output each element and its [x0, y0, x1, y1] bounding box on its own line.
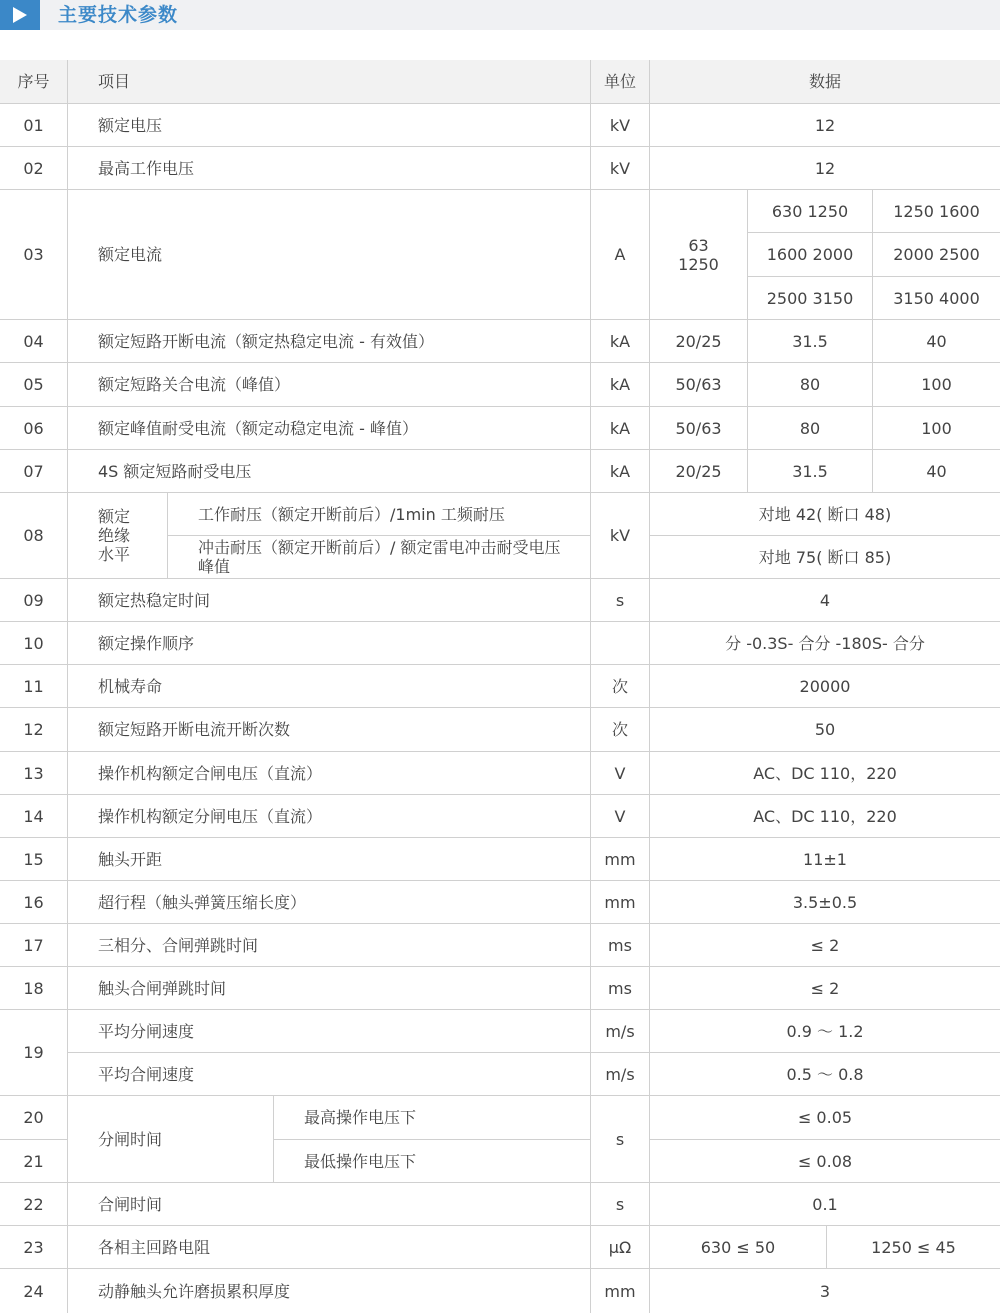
row-no: 17 [0, 924, 68, 967]
row-no: 13 [0, 752, 68, 795]
row-value-group [650, 190, 748, 320]
row-value: 80 [748, 363, 873, 407]
row-unit: kA [591, 320, 650, 363]
row-value: 20/25 [650, 450, 748, 493]
row-no: 09 [0, 579, 68, 622]
row-subitem: 工作耐压（额定开断前后）/1min 工频耐压 [168, 493, 591, 536]
row-value: 100 [873, 363, 1000, 407]
row-item: 操作机构额定合闸电压（直流） [68, 752, 591, 795]
row-value: ≤ 2 [650, 967, 1000, 1010]
row-value: 3.5±0.5 [650, 881, 1000, 924]
row-unit: V [591, 752, 650, 795]
row-unit: μΩ [591, 1226, 650, 1269]
group-line: 绝缘 [98, 526, 131, 545]
row-value: 31.5 [748, 450, 873, 493]
row-unit: A [591, 190, 650, 320]
row-item: 各相主回路电阻 [68, 1226, 591, 1269]
row-unit: s [591, 579, 650, 622]
row-unit: kV [591, 147, 650, 190]
value-line: 1250 [678, 254, 719, 274]
row-subitem: 最低操作电压下 [274, 1140, 591, 1183]
row-value: 12 [650, 147, 1000, 190]
row-value: 100 [873, 407, 1000, 450]
row-value: 0.1 [650, 1183, 1000, 1226]
row-unit: ms [591, 924, 650, 967]
row-value: 50 [650, 708, 1000, 752]
subitem-line: 峰值 [198, 557, 231, 576]
row-item: 平均分闸速度 [68, 1010, 591, 1053]
row-no: 16 [0, 881, 68, 924]
row-unit: kV [591, 104, 650, 147]
row-value: 3 [819, 1281, 831, 1301]
row-value: 对地 42( 断口 48) [650, 493, 1000, 536]
row-value: 40 [873, 320, 1000, 363]
row-no: 11 [0, 665, 68, 708]
row-no: 19 [0, 1010, 68, 1096]
opening-time-group: 分闸时间 [68, 1096, 274, 1183]
row-value: 630 ≤ 50 [650, 1226, 827, 1269]
row-value: 1250 1600 [873, 190, 1000, 233]
row-unit: V [591, 795, 650, 838]
row-value: 50/63 [650, 407, 748, 450]
row-value: 40 [873, 450, 1000, 493]
row-unit: m/s [591, 1010, 650, 1053]
row-no: 21 [0, 1140, 68, 1183]
row-value: AC、DC 110，220 [650, 752, 1000, 795]
spec-table [0, 60, 1000, 1313]
row-item: 合闸时间 [68, 1183, 591, 1226]
row-value: 2500 3150 [748, 277, 873, 320]
row-unit: kA [591, 450, 650, 493]
row-value: ≤ 0.08 [650, 1140, 1000, 1183]
subitem-line: 冲击耐压（额定开断前后）/ 额定雷电冲击耐受电压 [198, 538, 561, 557]
row-value: 0.9 ～ 1.2 [650, 1010, 1000, 1053]
row-value: 0.5 ～ 0.8 [650, 1053, 1000, 1096]
row-unit: 次 [591, 665, 650, 708]
row-item: 额定电压 [68, 104, 591, 147]
row-no: 06 [0, 407, 68, 450]
row-unit [591, 622, 650, 665]
row-unit: s [591, 1096, 650, 1183]
group-line: 水平 [98, 545, 131, 564]
row-item: 4S 额定短路耐受电压 [68, 450, 591, 493]
row-no: 10 [0, 622, 68, 665]
row-value: 对地 75( 断口 85) [650, 536, 1000, 579]
row-value: 2000 2500 [873, 233, 1000, 277]
row-no: 01 [0, 104, 68, 147]
row-no: 02 [0, 147, 68, 190]
row-unit: mm [591, 881, 650, 924]
row-item: 最高工作电压 [68, 147, 591, 190]
section-title: 主要技术参数 [58, 4, 179, 26]
row-value: ≤ 2 [650, 924, 1000, 967]
row-no: 20 [0, 1096, 68, 1140]
row-no: 14 [0, 795, 68, 838]
row-item: 额定短路开断电流（额定热稳定电流 - 有效值） [68, 320, 591, 363]
row-value: 11±1 [650, 838, 1000, 881]
row-value: 31.5 [748, 320, 873, 363]
row-unit: m/s [591, 1053, 650, 1096]
row-item: 平均合闸速度 [68, 1053, 591, 1096]
row-no: 07 [0, 450, 68, 493]
row-unit: mm [591, 1269, 650, 1313]
row-unit: kV [591, 493, 650, 579]
row-item: 操作机构额定分闸电压（直流） [68, 795, 591, 838]
section-header [0, 0, 1000, 30]
value-line: 63 [688, 235, 709, 255]
row-unit: 次 [591, 708, 650, 752]
row-item: 额定短路关合电流（峰值） [68, 363, 591, 407]
row-value: 12 [650, 104, 1000, 147]
row-value: 1600 2000 [748, 233, 873, 277]
row-unit: ms [591, 967, 650, 1010]
row-item: 机械寿命 [68, 665, 591, 708]
row-item: 额定短路开断电流开断次数 [68, 708, 591, 752]
insulation-level-group [68, 493, 168, 579]
row-value: 3150 4000 [873, 277, 1000, 320]
row-item: 额定电流 [68, 190, 591, 320]
row-unit: mm [591, 838, 650, 881]
row-item: 额定操作顺序 [68, 622, 591, 665]
row-no: 08 [0, 493, 68, 579]
row-no: 24 [0, 1269, 68, 1313]
row-no: 23 [0, 1226, 68, 1269]
row-item: 三相分、合闸弹跳时间 [68, 924, 591, 967]
row-value: ≤ 0.05 [650, 1096, 1000, 1140]
group-line: 额定 [98, 507, 131, 526]
row-value: 1250 ≤ 45 [827, 1226, 1000, 1269]
row-no: 05 [0, 363, 68, 407]
row-value: 分 -0.3S- 合分 -180S- 合分 [650, 622, 1000, 665]
row-subitem [168, 536, 591, 579]
row-no: 18 [0, 967, 68, 1010]
row-value: 4 [650, 579, 1000, 622]
row-item: 额定峰值耐受电流（额定动稳定电流 - 峰值） [68, 407, 591, 450]
header-data: 数据 [650, 60, 1000, 104]
row-item: 动静触头允许磨损累积厚度 [68, 1269, 591, 1313]
row-item: 触头合闸弹跳时间 [68, 967, 591, 1010]
header-unit: 单位 [591, 60, 650, 104]
row-value: 20/25 [650, 320, 748, 363]
header-no: 序号 [0, 60, 68, 104]
row-item: 触头开距 [68, 838, 591, 881]
row-no: 03 [0, 190, 68, 320]
row-no: 04 [0, 320, 68, 363]
row-unit: kA [591, 407, 650, 450]
row-value: 20000 [650, 665, 1000, 708]
row-subitem: 最高操作电压下 [274, 1096, 591, 1140]
row-no: 22 [0, 1183, 68, 1226]
row-value: AC、DC 110，220 [650, 795, 1000, 838]
row-unit: s [591, 1183, 650, 1226]
header-item: 项目 [68, 60, 591, 104]
row-value: 630 1250 [748, 190, 873, 233]
row-item: 超行程（触头弹簧压缩长度） [68, 881, 591, 924]
row-no: 15 [0, 838, 68, 881]
row-unit: kA [591, 363, 650, 407]
row-item: 额定热稳定时间 [68, 579, 591, 622]
row-value: 50/63 [650, 363, 748, 407]
row-value: 80 [748, 407, 873, 450]
play-icon [0, 0, 40, 30]
row-no: 12 [0, 708, 68, 752]
